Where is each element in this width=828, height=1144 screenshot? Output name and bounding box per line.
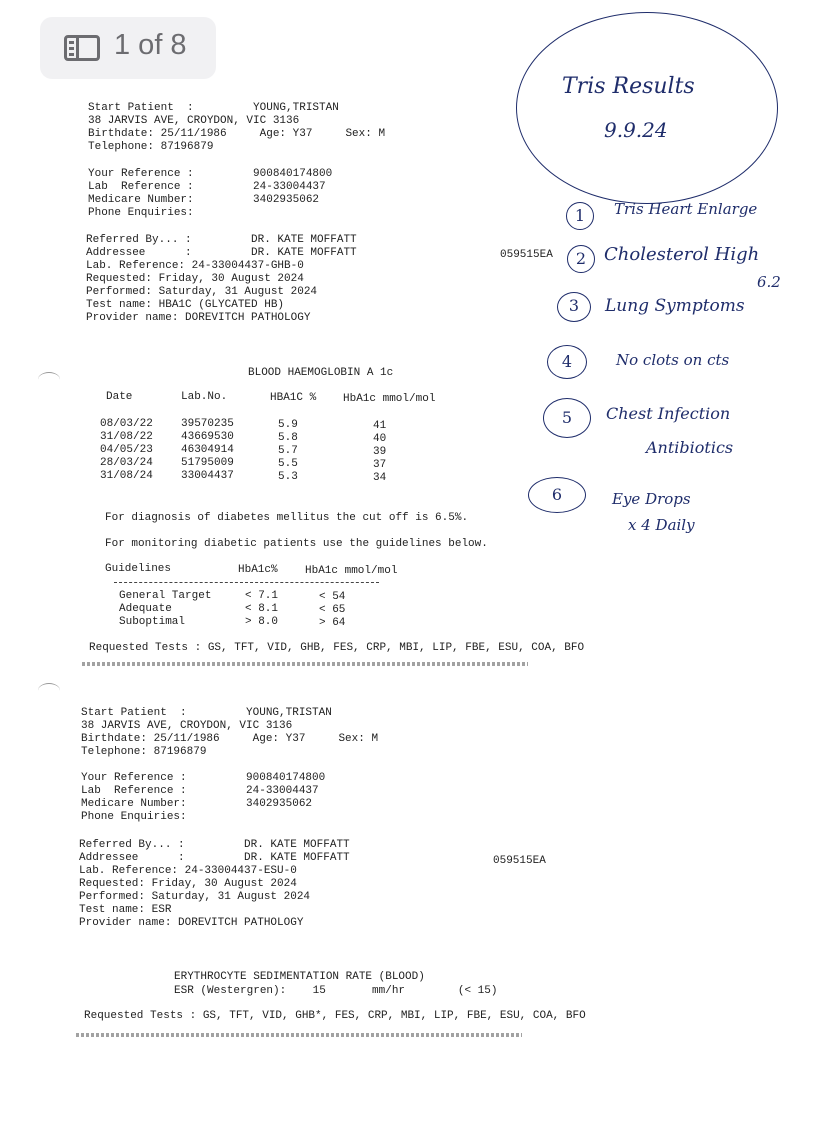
patient-telephone: Telephone: 87196879 [81,746,207,758]
note-text: Tris Heart Enlarge [614,200,758,218]
guide-pct: < 8.1 [245,603,279,615]
cell-labno: 46304914 [181,444,234,456]
patient-name-line: Start Patient : YOUNG,TRISTAN [88,102,339,114]
col-header-hba1c-pct: HBA1C % [270,392,317,404]
lab-reference: Lab Reference : 24-33004437 [88,181,326,193]
addressee: Addressee : DR. KATE MOFFATT [86,247,357,259]
guide-header-label: Guidelines [105,563,172,575]
referred-by: Referred By... : DR. KATE MOFFATT [86,234,357,246]
guide-label: General Target [119,590,212,602]
cell-mmol: 41 [373,420,387,432]
patient-address: 38 JARVIS AVE, CROYDON, VIC 3136 [81,720,293,732]
cell-mmol: 37 [373,459,387,471]
patient-address: 38 JARVIS AVE, CROYDON, VIC 3136 [88,115,300,127]
note-text: Cholesterol High [604,244,760,265]
your-reference: Your Reference : 900840174800 [88,168,333,180]
separator-line [76,1033,522,1037]
monitoring-note: For monitoring diabetic patients use the guidelines below. [105,538,488,550]
handwritten-date: 9.9.24 [604,118,668,142]
note-extra: Antibiotics [646,438,734,457]
lab-reference: Lab Reference : 24-33004437 [81,785,319,797]
cell-pct: 5.7 [278,445,298,457]
lab-reference-code: Lab. Reference: 24-33004437-GHB-0 [86,260,304,272]
guide-mmol: < 54 [319,591,346,603]
separator-line [82,662,528,666]
cell-pct: 5.5 [278,458,298,470]
referred-by: Referred By... : DR. KATE MOFFATT [79,839,350,851]
patient-name-line: Start Patient : YOUNG,TRISTAN [81,707,332,719]
heading-circle [516,12,778,204]
cell-date: 08/03/22 [100,418,153,430]
diagnosis-note: For diagnosis of diabetes mellitus the cut off is 6.5%. [105,512,469,524]
requested-date: Requested: Friday, 30 August 2024 [86,273,304,285]
requested-tests: Requested Tests : GS, TFT, VID, GHB*, FES, CRP, MBI, LIP, FBE, ESU, COA, BFO [84,1010,586,1022]
punch-hole [38,372,60,387]
note-number: 6 [528,477,586,513]
page-indicator[interactable] [40,17,216,79]
guide-pct: < 7.1 [245,590,279,602]
cell-labno: 51795009 [181,457,234,469]
requested-tests: Requested Tests : GS, TFT, VID, GHB, FES, CRP, MBI, LIP, FBE, ESU, COA, BFO [89,642,585,654]
guide-mmol: < 65 [319,604,346,616]
note-number: 5 [543,398,591,438]
cell-date: 31/08/24 [100,470,153,482]
performed-date: Performed: Saturday, 31 August 2024 [86,286,318,298]
note-text: Eye Drops [612,490,691,508]
cell-labno: 39570235 [181,418,234,430]
medicare-number: Medicare Number: 3402935062 [88,194,320,206]
patient-birthdate: Birthdate: 25/11/1986 Age: Y37 Sex: M [88,128,386,140]
cell-pct: 5.8 [278,432,298,444]
esr-result: ESR (Westergren): 15 mm/hr (< 15) [174,985,498,997]
provider-name: Provider name: DOREVITCH PATHOLOGY [86,312,311,324]
col-header-date: Date [106,391,133,403]
page-count-label: 1 of 8 [114,29,187,61]
cell-pct: 5.3 [278,471,298,483]
report-code: 059515EA [493,855,546,867]
phone-enquiries: Phone Enquiries: [81,811,187,823]
col-header-labno: Lab.No. [181,391,228,403]
note-number: 2 [567,245,595,273]
lab-reference-code: Lab. Reference: 24-33004437-ESU-0 [79,865,297,877]
test-name: Test name: ESR [79,904,172,916]
handwritten-heading: Tris Results [562,74,695,99]
performed-date: Performed: Saturday, 31 August 2024 [79,891,311,903]
note-number: 1 [566,202,594,230]
note-text: Chest Infection [606,404,731,423]
guide-mmol: > 64 [319,617,346,629]
note-number: 4 [547,345,587,379]
medicare-number: Medicare Number: 3402935062 [81,798,313,810]
note-text: Lung Symptoms [605,296,745,316]
patient-telephone: Telephone: 87196879 [88,141,214,153]
punch-hole [38,683,60,698]
phone-enquiries: Phone Enquiries: [88,207,194,219]
esr-title: ERYTHROCYTE SEDIMENTATION RATE (BLOOD) [174,971,425,983]
guide-header-mmol: HbA1c mmol/mol [305,565,398,577]
sidebar-pages-icon[interactable] [64,35,100,61]
test-title: BLOOD HAEMOGLOBIN A 1c [248,367,394,379]
note-number: 3 [557,292,591,322]
patient-birthdate: Birthdate: 25/11/1986 Age: Y37 Sex: M [81,733,379,745]
cell-date: 28/03/24 [100,457,153,469]
cell-pct: 5.9 [278,419,298,431]
cell-mmol: 34 [373,472,387,484]
note-extra: 6.2 [757,273,781,291]
guide-divider [114,582,379,583]
test-name: Test name: HBA1C (GLYCATED HB) [86,299,285,311]
note-text: No clots on cts [616,351,730,369]
guide-header-pct: HbA1c% [238,564,278,576]
provider-name: Provider name: DOREVITCH PATHOLOGY [79,917,304,929]
cell-labno: 43669530 [181,431,234,443]
cell-labno: 33004437 [181,470,234,482]
guide-label: Suboptimal [119,616,186,628]
addressee: Addressee : DR. KATE MOFFATT [79,852,350,864]
cell-date: 31/08/22 [100,431,153,443]
guide-label: Adequate [119,603,172,615]
cell-mmol: 40 [373,433,387,445]
cell-date: 04/05/23 [100,444,153,456]
col-header-hba1c-mmol: HbA1c mmol/mol [343,393,436,405]
your-reference: Your Reference : 900840174800 [81,772,326,784]
note-extra: x 4 Daily [628,516,695,534]
guide-pct: > 8.0 [245,616,279,628]
report-code: 059515EA [500,249,553,261]
requested-date: Requested: Friday, 30 August 2024 [79,878,297,890]
cell-mmol: 39 [373,446,387,458]
